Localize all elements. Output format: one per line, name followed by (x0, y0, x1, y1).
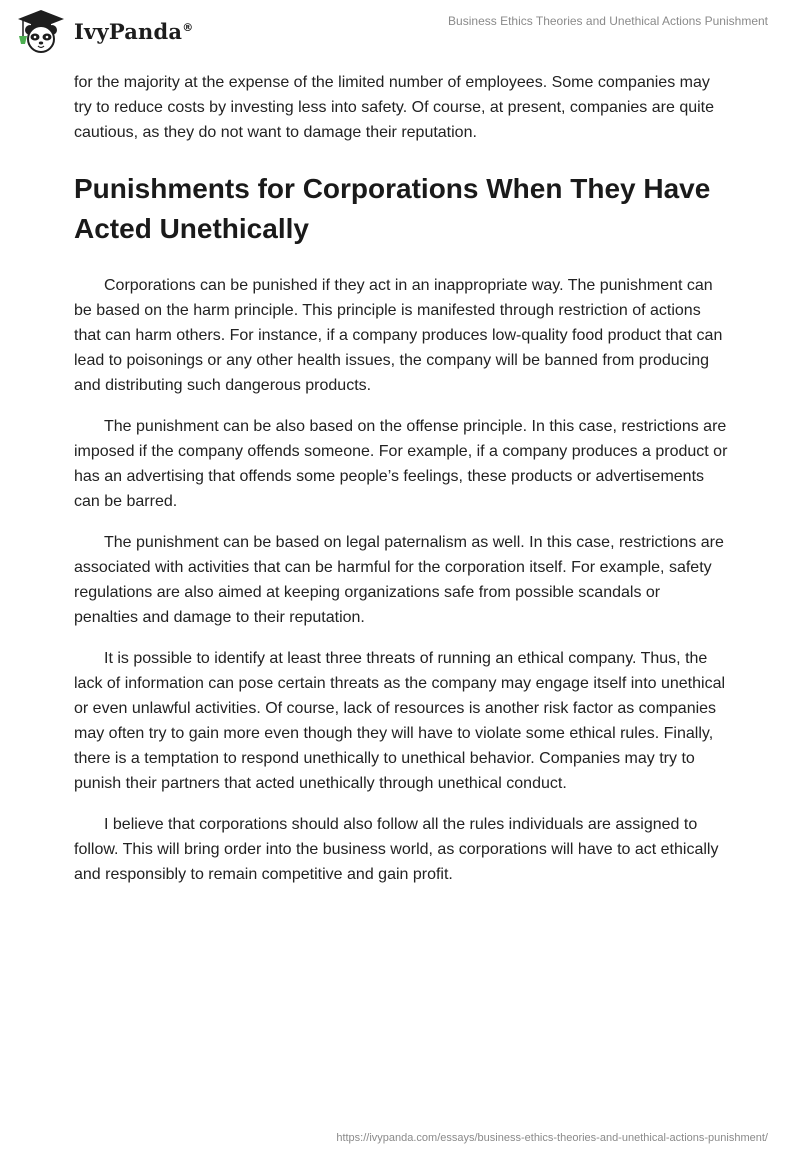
registered-mark: ® (182, 20, 194, 34)
paragraph-harm-principle: Corporations can be punished if they act in an inappropriate way. The punishment can be based on the harm principle. This principle is manifested through restriction of actions that can harm others. For instance, if a company produces low-quality food product that can lead to poisonings or any other health issues, the company will be banned from producing and distributing such dangerous products. (74, 277, 723, 394)
brand-name: IvyPanda® (74, 18, 194, 44)
brand-logo[interactable] (14, 8, 193, 54)
source-url-link[interactable]: https://ivypanda.com/essays/business-ethics-theories-and-unethical-actions-punishment/ (336, 1132, 768, 1144)
paragraph-offense-principle: The punishment can be also based on the offense principle. In this case, restrictions are imposed if the company offends someone. For example, if a company produces a product or has an advertising that offends some people’s feelings, these products or advertisements can be barred. (74, 418, 728, 510)
article-body (74, 70, 728, 903)
intro-paragraph: for the majority at the expense of the limited number of employees. Some companies may try to reduce costs by investing less into safety. Of course, at present, companies are quite cautious, as they do not want to damage their reputation. (74, 74, 715, 141)
page-header (0, 0, 800, 60)
paragraph-legal-paternalism: The punishment can be based on legal paternalism as well. In this case, restrictions are associated with activities that can be harmful for the corporation itself. For example, safety regulations are also aimed at keeping organizations safe from possible scandals or penalties and damage to their reputation. (74, 534, 724, 626)
document-title: Business Ethics Theories and Unethical Actions Punishment (448, 14, 768, 28)
section-heading: Punishments for Corporations When They Have Acted Unethically (74, 173, 711, 244)
panda-graduate-icon (14, 8, 68, 54)
paragraph-threats: It is possible to identify at least three threats of running an ethical company. Thus, the lack of information can pose certain threats as the company may engage itself into unethical or even unlawful activities. Of course, lack of resources is another risk factor as companies may often try to gain more even though they will have to violate some ethical rules. Finally, there is a temptation to respond unethically to unethical behavior. Companies may try to punish their partners that acted unethically through unethical conduct. (74, 650, 726, 792)
paragraph-conclusion: I believe that corporations should also follow all the rules individuals are assigned to follow. This will bring order into the business world, as corporations will have to act ethically and responsibly to remain competitive and gain profit. (74, 816, 719, 883)
